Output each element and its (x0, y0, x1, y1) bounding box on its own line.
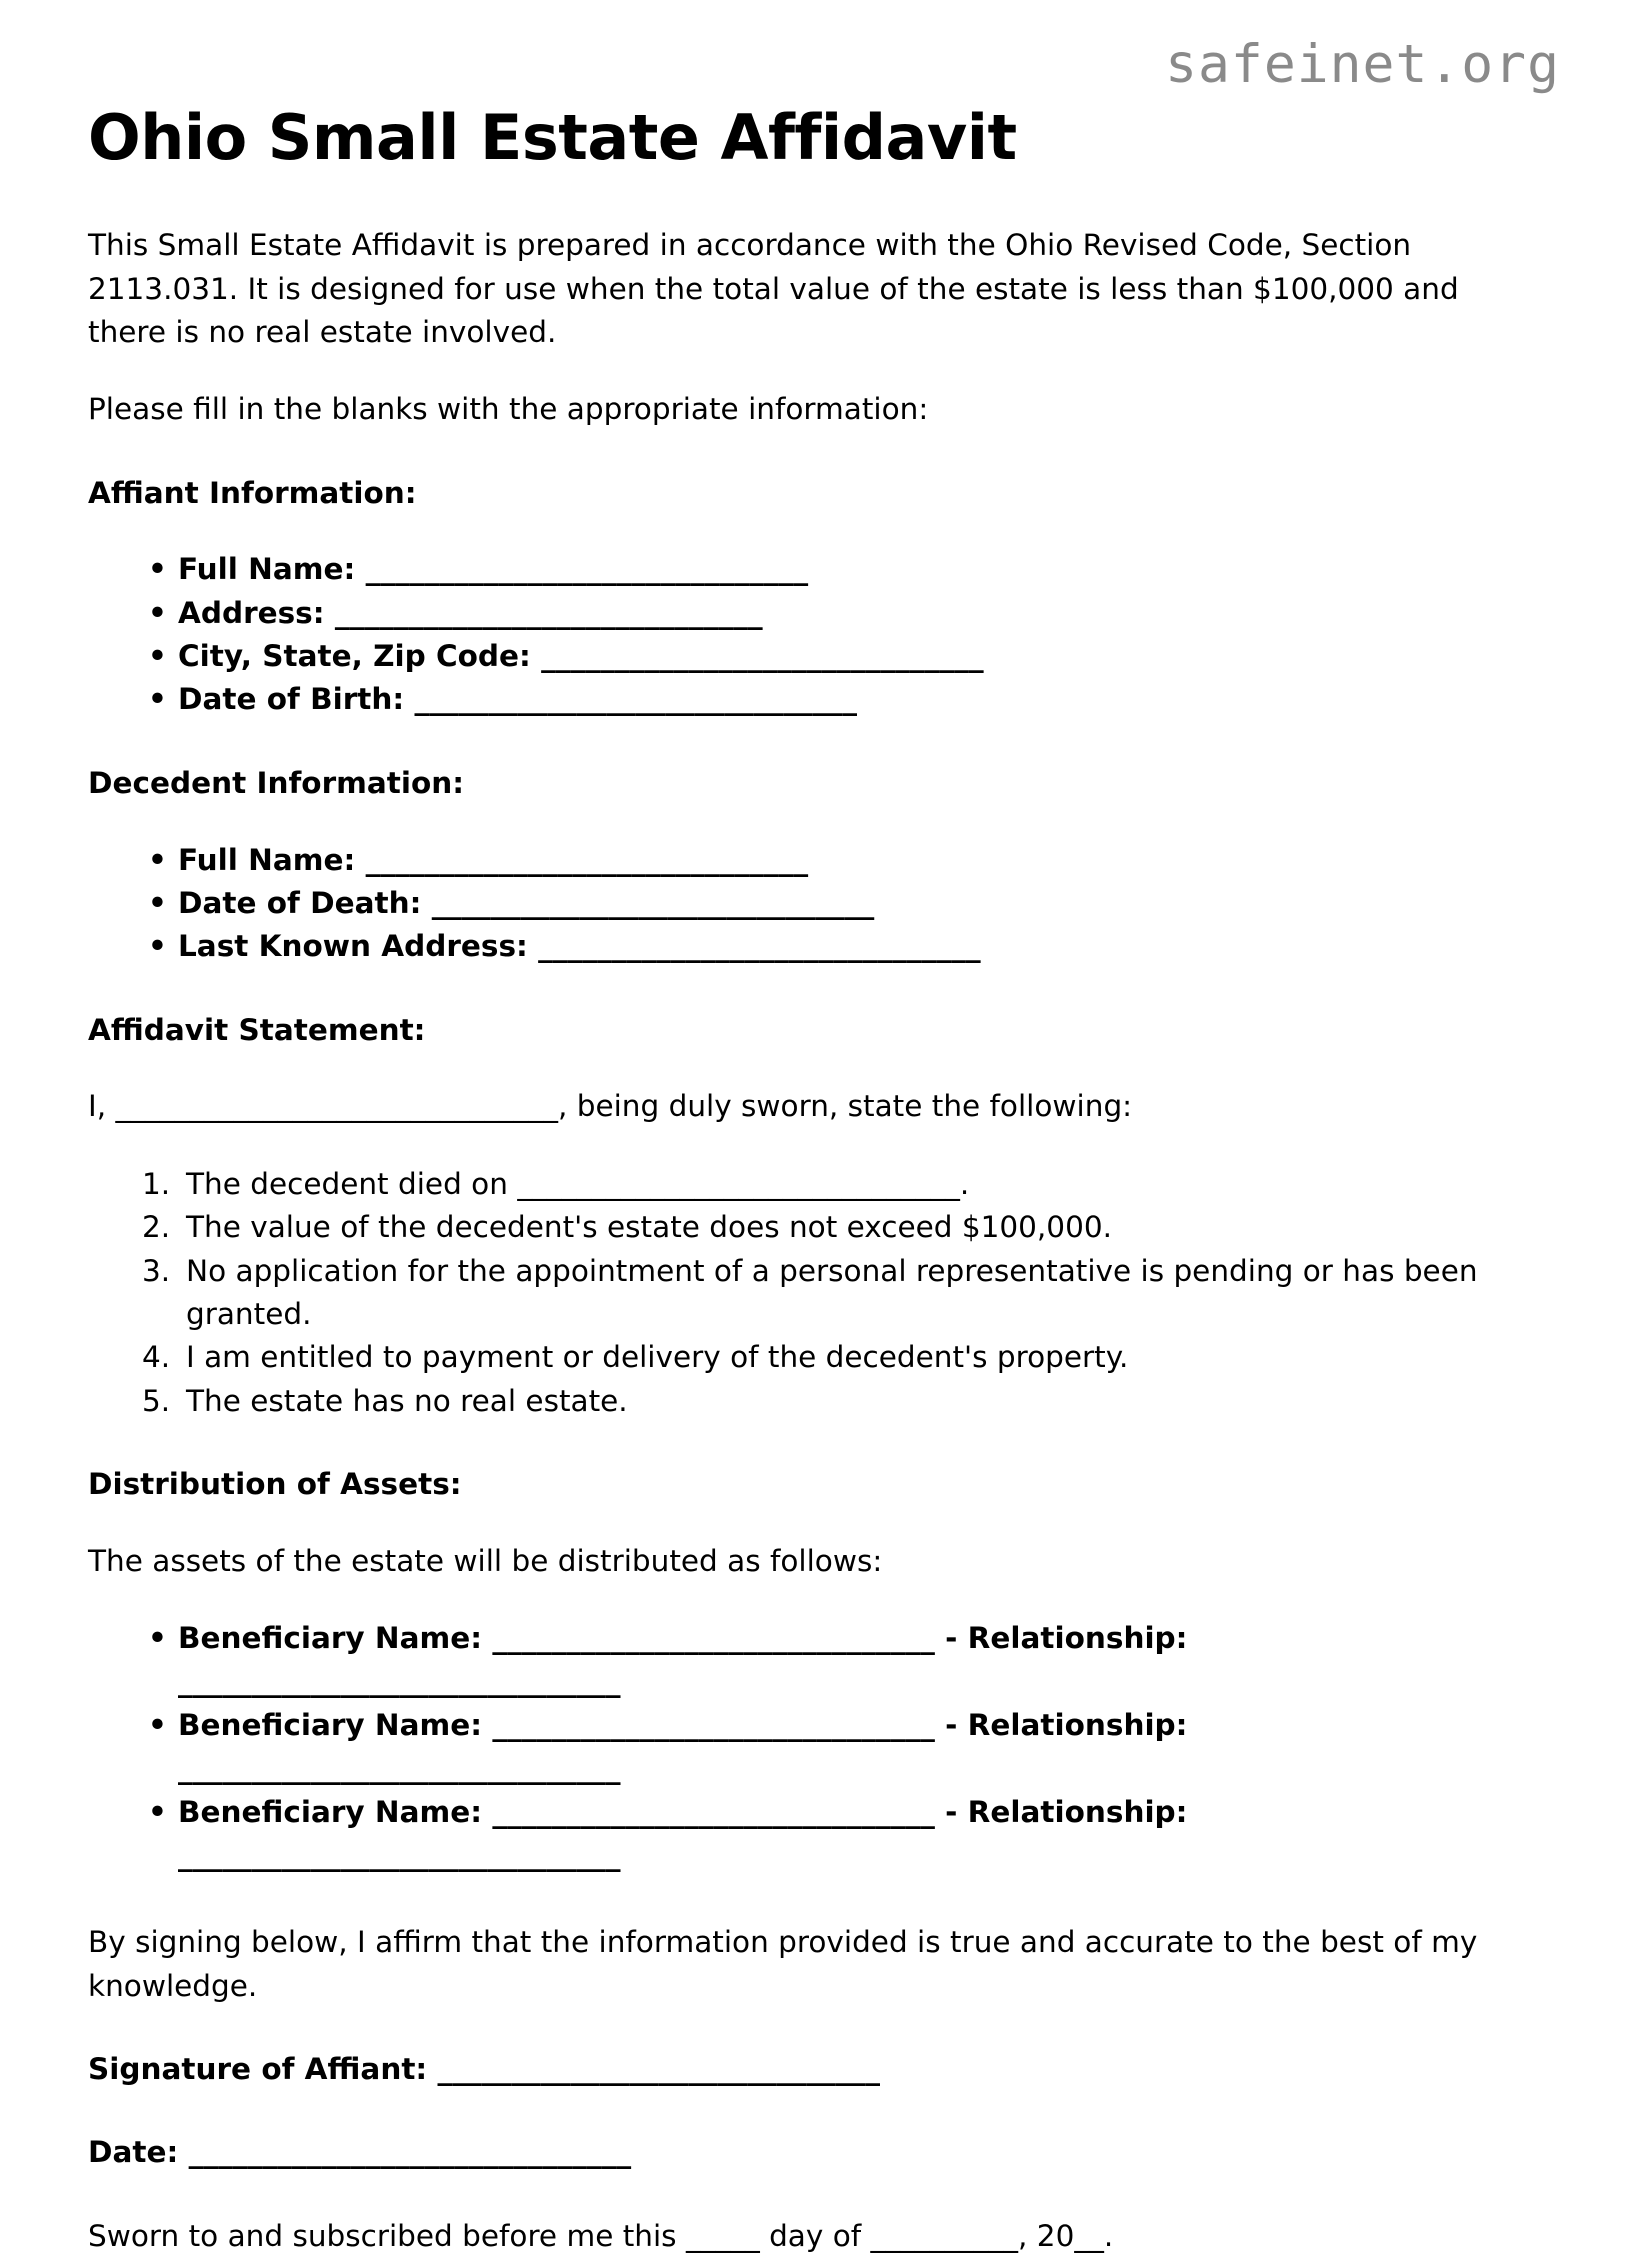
signature-blank[interactable]: ______________________________ (437, 2051, 881, 2086)
list-item (134, 635, 1556, 678)
beneficiary-3-relationship-label: Relationship: (967, 1794, 1188, 1829)
claim-4-text: I am entitled to payment or delivery of the decedent's property. (186, 1340, 1129, 1375)
decedent-date-of-death-blank[interactable]: ______________________________ (431, 885, 875, 920)
beneficiary-3-separator: - (945, 1794, 958, 1829)
list-item (134, 839, 1556, 882)
affidavit-lead-line (88, 1085, 1528, 1128)
list-item (142, 1380, 1556, 1423)
beneficiary-3-name-label: Beneficiary Name: (178, 1794, 483, 1829)
date-blank[interactable]: ______________________________ (188, 2135, 632, 2170)
list-item (134, 882, 1556, 925)
notary-text-2: day of (769, 2218, 862, 2253)
affiant-date-of-birth-blank[interactable]: ______________________________ (414, 682, 857, 717)
beneficiary-2-relationship-label: Relationship: (967, 1707, 1188, 1742)
decedent-last-known-address-label: Last Known Address: (178, 929, 528, 964)
beneficiary-1-separator: - (945, 1621, 958, 1656)
distribution-lead: The assets of the estate will be distributed as follows: (88, 1543, 883, 1578)
affiant-city-state-zip-label: City, State, Zip Code: (178, 639, 531, 674)
affiant-field-list (88, 548, 1556, 721)
beneficiary-1-relationship-blank[interactable]: ______________________________ (178, 1664, 621, 1699)
affidavit-affiant-name-blank[interactable]: ______________________________ (115, 1089, 558, 1124)
affiant-full-name-blank[interactable]: ______________________________ (365, 552, 809, 587)
claim-5-text: The estate has no real estate. (186, 1383, 628, 1418)
list-item (134, 1617, 1498, 1704)
signature-label: Signature of Affiant: (88, 2051, 428, 2086)
beneficiary-1-name-label: Beneficiary Name: (178, 1621, 483, 1656)
notary-line (88, 2215, 1528, 2258)
affiant-date-of-birth-label: Date of Birth: (178, 682, 405, 717)
distribution-section-heading: Distribution of Assets: (88, 1466, 462, 1501)
affidavit-section-heading: Affidavit Statement: (88, 1012, 426, 1047)
decedent-last-known-address-blank[interactable]: ______________________________ (538, 929, 981, 964)
affiant-address-label: Address: (178, 595, 325, 630)
decedent-date-of-death-label: Date of Death: (178, 885, 422, 920)
decedent-full-name-label: Full Name: (178, 842, 356, 877)
affidavit-lead-suffix: , being duly sworn, state the following: (557, 1089, 1133, 1124)
page-title: Ohio Small Estate Affidavit (88, 101, 1017, 174)
affidavit-lead-prefix: I, (88, 1089, 107, 1124)
notary-month-blank[interactable]: __________ (870, 2218, 1019, 2253)
claim-1-date-blank[interactable]: ______________________________ (517, 1166, 960, 1201)
site-watermark: safeinet.org (1165, 34, 1560, 95)
list-item (134, 548, 1556, 591)
date-line (88, 2131, 1556, 2174)
affidavit-claim-list (88, 1163, 1556, 1423)
claim-1-text: The decedent died on (186, 1166, 508, 1201)
beneficiary-2-relationship-blank[interactable]: ______________________________ (178, 1751, 621, 1786)
beneficiary-2-name-blank[interactable]: ______________________________ (492, 1707, 935, 1742)
claim-3-text: No application for the appointment of a personal representative is pending or has been granted. (186, 1253, 1478, 1331)
list-item (142, 1163, 1556, 1206)
claim-1-suffix: . (959, 1166, 970, 1201)
beneficiary-list (88, 1617, 1556, 1877)
list-item (142, 1336, 1556, 1379)
list-item (134, 592, 1556, 635)
decedent-full-name-blank[interactable]: ______________________________ (365, 842, 809, 877)
beneficiary-1-relationship-label: Relationship: (967, 1621, 1188, 1656)
intro-instruction: Please fill in the blanks with the appropriate information: (88, 392, 929, 427)
list-item (134, 1791, 1498, 1878)
date-label: Date: (88, 2135, 179, 2170)
beneficiary-2-separator: - (945, 1707, 958, 1742)
affiant-city-state-zip-blank[interactable]: ______________________________ (541, 639, 984, 674)
list-item (142, 1206, 1556, 1249)
list-item (134, 678, 1556, 721)
affiant-full-name-label: Full Name: (178, 552, 356, 587)
affirmation-paragraph: By signing below, I affirm that the information provided is true and accurate to the best of my knowledge. (88, 1925, 1478, 2003)
beneficiary-3-name-blank[interactable]: ______________________________ (492, 1794, 935, 1829)
decedent-field-list (88, 839, 1556, 969)
claim-2-text: The value of the decedent's estate does not exceed $100,000. (186, 1210, 1112, 1245)
beneficiary-1-name-blank[interactable]: ______________________________ (492, 1621, 935, 1656)
affiant-address-blank[interactable]: _____________________________ (334, 595, 763, 630)
decedent-section-heading: Decedent Information: (88, 765, 465, 800)
signature-line (88, 2048, 1556, 2091)
intro-paragraph: This Small Estate Affidavit is prepared in accordance with the Ohio Revised Code, Section 2113.031. It is designed for use when the total value of the estate is less than $100,000 and there is no real estate involved. (88, 228, 1459, 349)
beneficiary-3-relationship-blank[interactable]: ______________________________ (178, 1837, 621, 1872)
notary-text-3: , 20__. (1018, 2218, 1114, 2253)
beneficiary-2-name-label: Beneficiary Name: (178, 1707, 483, 1742)
notary-day-blank[interactable]: _____ (685, 2218, 760, 2253)
affiant-section-heading: Affiant Information: (88, 475, 417, 510)
list-item (134, 1704, 1498, 1791)
list-item (142, 1250, 1556, 1337)
list-item (134, 925, 1556, 968)
notary-text-1: Sworn to and subscribed before me this (88, 2218, 677, 2253)
